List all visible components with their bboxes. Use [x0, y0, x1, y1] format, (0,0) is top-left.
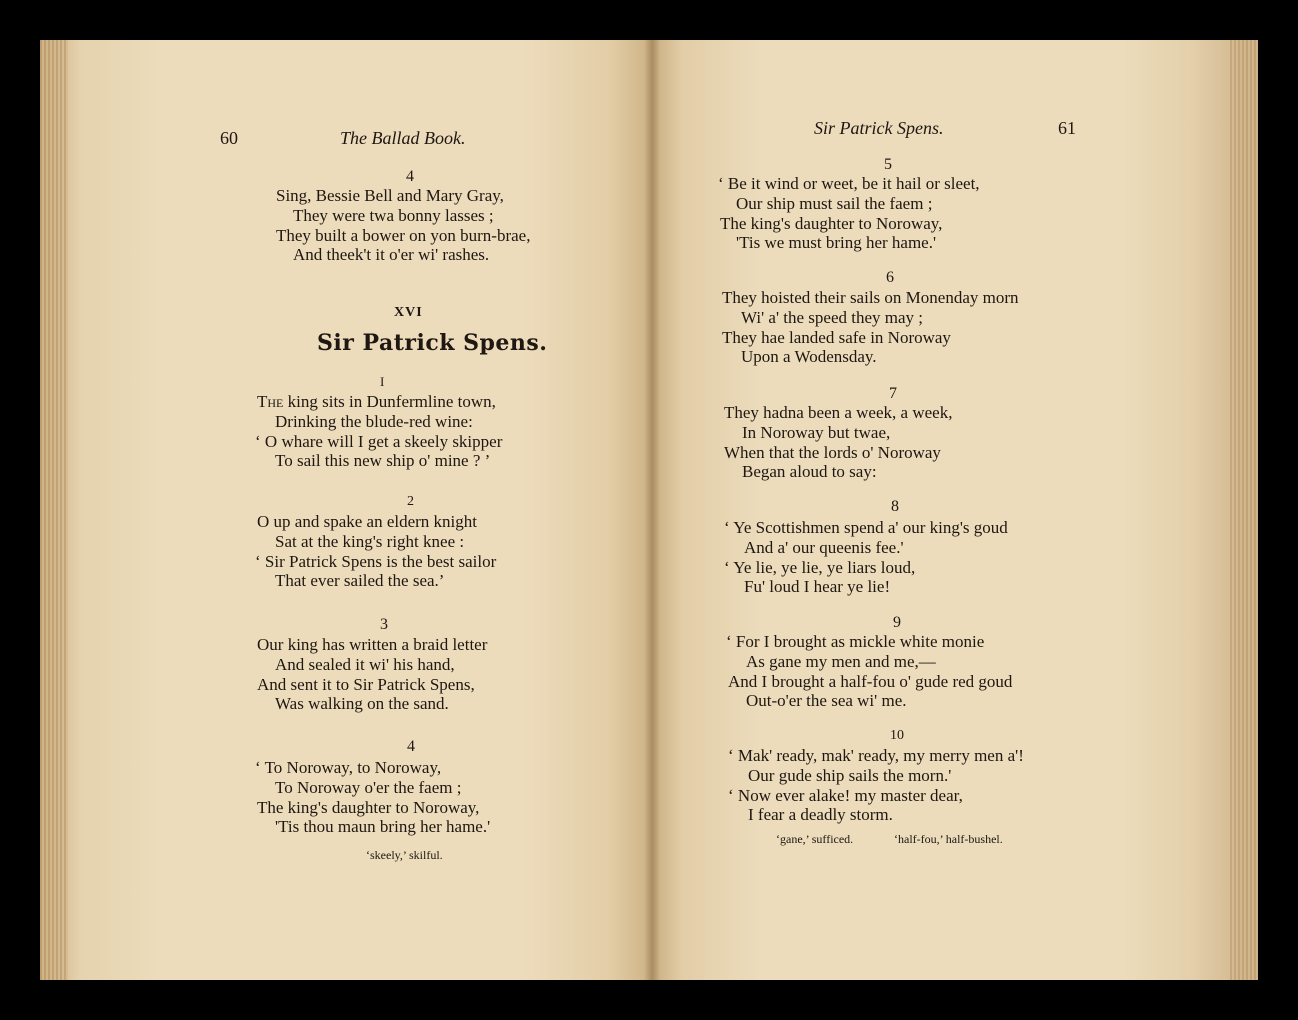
verse-line: And sealed it wi' his hand,: [275, 655, 455, 674]
verse-line: ‘ To Noroway, to Noroway,: [255, 758, 442, 777]
verse-line: ‘ Mak' ready, mak' ready, my merry men a'!: [728, 746, 1024, 765]
stanza-number: 9: [893, 614, 901, 631]
verse-line: [257, 392, 496, 412]
footnote: ‘skeely,’ skilful.: [366, 848, 443, 862]
verse-line: 'Tis thou maun bring her hame.': [275, 817, 491, 836]
verse-line-rest: king sits in Dunfermline town,: [283, 392, 496, 411]
stanza-number: 8: [891, 498, 899, 515]
verse-line: And a' our queenis fee.': [744, 538, 904, 557]
verse-line: To sail this new ship o' mine ? ’: [275, 451, 491, 470]
verse-line: Began aloud to say:: [742, 462, 877, 481]
verse-line: ‘ O whare will I get a skeely skipper: [255, 432, 503, 451]
stanza-number: I: [380, 374, 385, 389]
verse-line: I fear a deadly storm.: [748, 805, 893, 824]
verse-line: ‘ Sir Patrick Spens is the best sailor: [255, 552, 497, 571]
page-edge: [40, 40, 68, 980]
verse-line: They hae landed safe in Noroway: [722, 328, 951, 347]
verse-line: They hoisted their sails on Monenday morn: [722, 288, 1019, 307]
verse-line: O up and spake an eldern knight: [257, 512, 477, 531]
running-title: Sir Patrick Spens.: [814, 118, 944, 138]
verse-line: They hadna been a week, a week,: [724, 403, 953, 422]
stanza-number: 4: [406, 168, 414, 185]
verse-line: They were twa bonny lasses ;: [293, 206, 494, 225]
ballad-number: XVI: [394, 305, 423, 320]
verse-line: ‘ Ye lie, ye lie, ye liars loud,: [724, 558, 916, 577]
verse-line: When that the lords o' Noroway: [724, 443, 941, 462]
running-title: The Ballad Book.: [340, 128, 466, 148]
verse-line: Wi' a' the speed they may ;: [741, 308, 923, 327]
verse-line: As gane my men and me,—: [746, 652, 936, 671]
footnote: ‘gane,’ sufficed.: [776, 832, 854, 846]
right-page: [652, 40, 1258, 980]
verse-line: Our king has written a braid letter: [257, 635, 488, 654]
verse-line: Our gude ship sails the morn.': [748, 766, 952, 785]
open-book: [40, 40, 1258, 980]
verse-line: They built a bower on yon burn-brae,: [276, 226, 531, 245]
footnote: ‘half-fou,’ half-bushel.: [894, 832, 1003, 846]
stanza-number: 5: [884, 156, 892, 173]
verse-line: ‘ For I brought as mickle white monie: [726, 632, 985, 651]
verse-line: To Noroway o'er the faem ;: [275, 778, 462, 797]
verse-line: The king's daughter to Noroway,: [257, 798, 480, 817]
verse-line: Fu' loud I hear ye lie!: [744, 577, 891, 596]
stanza-number: 3: [380, 616, 388, 633]
stanza-number: 2: [407, 494, 414, 509]
verse-line: Was walking on the sand.: [275, 694, 449, 713]
stanza-number: 4: [407, 738, 415, 755]
verse-line: Sat at the king's right knee :: [275, 532, 465, 551]
book-gutter: [644, 40, 660, 980]
verse-line: The king's daughter to Noroway,: [720, 214, 943, 233]
verse-line: And I brought a half-fou o' gude red goud: [728, 672, 1013, 691]
page-edge: [1230, 40, 1258, 980]
page-number: 60: [220, 128, 238, 148]
page-number: 61: [1058, 118, 1076, 138]
verse-line: Out-o'er the sea wi' me.: [746, 691, 907, 710]
verse-line: And sent it to Sir Patrick Spens,: [257, 675, 475, 694]
verse-line: That ever sailed the sea.’: [275, 571, 445, 590]
stanza-number: 10: [890, 728, 904, 743]
left-page: [40, 40, 652, 980]
verse-line: ‘ Now ever alake! my master dear,: [728, 786, 963, 805]
verse-line: Drinking the blude-red wine:: [275, 412, 473, 431]
verse-line: ‘ Be it wind or weet, be it hail or sleet,: [718, 174, 980, 193]
verse-line: ‘ Ye Scottishmen spend a' our king's goud: [724, 518, 1008, 537]
stanza-number: 7: [889, 385, 897, 402]
drop-word: The: [257, 392, 284, 411]
verse-line: Sing, Bessie Bell and Mary Gray,: [276, 186, 504, 205]
verse-line: Our ship must sail the faem ;: [736, 194, 933, 213]
verse-line: Upon a Wodensday.: [741, 347, 877, 366]
verse-line: In Noroway but twae,: [742, 423, 891, 442]
verse-line: 'Tis we must bring her hame.': [736, 233, 937, 252]
verse-line: And theek't it o'er wi' rashes.: [293, 245, 490, 264]
stanza-number: 6: [886, 269, 894, 286]
ballad-title: Sir Patrick Spens.: [317, 330, 548, 356]
